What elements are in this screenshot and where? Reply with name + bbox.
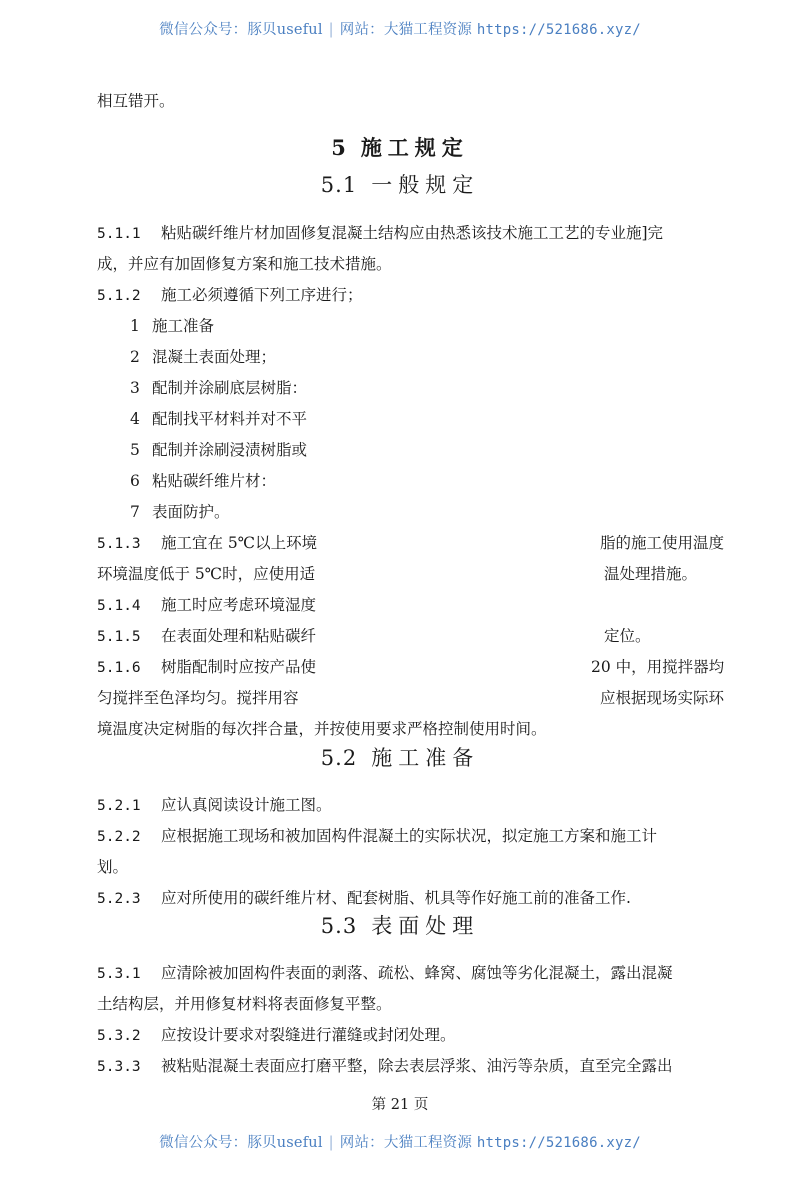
- watermark-url[interactable]: https://521686.xyz/: [476, 22, 641, 38]
- clause-text: 应认真阅读设计施工图。: [161, 796, 332, 814]
- clause-5-2-3: [97, 888, 631, 909]
- clause-5-1-5: [97, 626, 316, 647]
- clause-5-1-3: [97, 533, 317, 554]
- clause-text: 施工时应考虑环境湿度: [161, 596, 317, 614]
- clause-5-2-2: [97, 826, 657, 847]
- watermark-site: 网站：大猫工程资源: [339, 22, 473, 38]
- section-heading-5-2: [0, 745, 800, 771]
- clause-5-1-6-cont-right: 应根据现场实际环: [600, 689, 725, 707]
- clause-number: 5.1.6: [97, 660, 141, 676]
- step-number: 1: [130, 317, 140, 335]
- step-item: [130, 409, 307, 429]
- section-number: 5.3: [320, 914, 358, 938]
- clause-number: 5.1.5: [97, 629, 141, 645]
- watermark-bottom: [0, 1131, 800, 1152]
- step-item: [130, 502, 230, 522]
- watermark-wechat: 微信公众号：豚贝useful: [159, 1135, 323, 1151]
- clause-5-1-3-cont: 环境温度低于 5℃时，应使用适: [97, 565, 316, 583]
- clause-5-3-1: [97, 963, 673, 984]
- step-number: 3: [130, 379, 140, 397]
- step-number: 7: [130, 503, 140, 521]
- clause-5-1-1-cont: 成，并应有加固修复方案和施工技术措施。: [97, 255, 392, 273]
- section-title: 施工准备: [371, 746, 480, 770]
- clause-text: 在表面处理和粘贴碳纤: [161, 627, 317, 645]
- section-title: 表面处理: [371, 914, 480, 938]
- chapter-number: 5: [331, 135, 347, 160]
- chapter-heading: [0, 135, 800, 161]
- step-text: 配制并涂刷底层树脂：: [152, 379, 308, 397]
- section-heading-5-3: [0, 913, 800, 939]
- clause-text: 施工必须遵循下列工序进行；: [161, 286, 363, 304]
- clause-number: 5.1.2: [97, 288, 141, 304]
- watermark-url[interactable]: https://521686.xyz/: [476, 1135, 641, 1151]
- step-text: 混凝土表面处理；: [152, 348, 277, 366]
- step-number: 4: [130, 410, 140, 428]
- step-item: [130, 316, 214, 336]
- section-number: 5.1: [320, 173, 358, 197]
- clause-number: 5.2.1: [97, 798, 141, 814]
- watermark-separator: |: [328, 1135, 334, 1151]
- clause-text: 应根据施工现场和被加固构件混凝土的实际状况，拟定施工方案和施工计: [161, 827, 658, 845]
- clause-text: 施工宜在 5℃以上环境: [161, 534, 318, 552]
- clause-number: 5.3.3: [97, 1059, 141, 1075]
- watermark-wechat: 微信公众号：豚贝useful: [159, 22, 323, 38]
- clause-5-1-2: [97, 285, 363, 306]
- step-text: 粘贴碳纤维片材：: [152, 472, 277, 490]
- step-number: 2: [130, 348, 140, 366]
- step-item: [130, 440, 307, 460]
- clause-text: 被粘贴混凝土表面应打磨平整，除去表层浮浆、油污等杂质，直至完全露出: [161, 1057, 673, 1075]
- page-number: 第 21 页: [371, 1097, 429, 1113]
- clause-5-1-3-cont-right: 温处理措施。: [604, 565, 698, 583]
- clause-text: 应清除被加固构件表面的剥落、疏松、蜂窝、腐蚀等劣化混凝土，露出混凝: [161, 964, 673, 982]
- watermark-top: [0, 18, 800, 39]
- section-heading-5-1: [0, 172, 800, 198]
- clause-5-1-1: [97, 223, 663, 244]
- clause-5-1-4: [97, 595, 316, 616]
- clause-5-1-3-right: 脂的施工使用温度: [600, 534, 725, 552]
- step-text: 配制找平材料并对不平: [152, 410, 308, 428]
- carryover-text: 相互错开。: [97, 92, 175, 110]
- step-item: [130, 378, 307, 398]
- clause-5-3-3: [97, 1056, 673, 1077]
- clause-5-1-6-right: 20 中，用搅拌器均: [591, 658, 725, 676]
- step-text: 施工准备: [152, 317, 215, 335]
- section-number: 5.2: [320, 746, 358, 770]
- step-text: 表面防护。: [152, 503, 230, 521]
- clause-text: 应按设计要求对裂缝进行灌缝或封闭处理。: [161, 1026, 456, 1044]
- clause-number: 5.1.3: [97, 536, 141, 552]
- clause-number: 5.1.4: [97, 598, 141, 614]
- step-item: [130, 471, 276, 491]
- clause-number: 5.1.1: [97, 226, 141, 242]
- watermark-site: 网站：大猫工程资源: [339, 1135, 473, 1151]
- clause-number: 5.3.2: [97, 1028, 141, 1044]
- clause-5-3-1-cont: 土结构层，并用修复材料将表面修复平整。: [97, 995, 392, 1013]
- clause-5-2-2-cont: 划。: [97, 858, 129, 876]
- watermark-separator: |: [328, 22, 334, 38]
- clause-5-1-6-cont2: 境温度决定树脂的每次拌合量，并按使用要求严格控制使用时间。: [97, 720, 547, 738]
- clause-text: 树脂配制时应按产品使: [161, 658, 317, 676]
- clause-5-1-5-right: 定位。: [604, 627, 651, 645]
- clause-5-2-1: [97, 795, 332, 816]
- step-number: 5: [130, 441, 140, 459]
- section-title: 一般规定: [371, 173, 480, 197]
- step-number: 6: [130, 472, 140, 490]
- clause-5-1-6-cont: 匀搅拌至色泽均匀。搅拌用容: [97, 689, 299, 707]
- clause-5-3-2: [97, 1025, 456, 1046]
- clause-text: 粘贴碳纤维片材加固修复混凝土结构应由热悉该技术施工工艺的专业施]完: [161, 224, 664, 242]
- step-text: 配制并涂刷浸渍树脂或: [152, 441, 308, 459]
- clause-number: 5.2.3: [97, 891, 141, 907]
- clause-number: 5.3.1: [97, 966, 141, 982]
- clause-text: 应对所使用的碳纤维片材、配套树脂、机具等作好施工前的准备工作.: [161, 889, 631, 907]
- clause-number: 5.2.2: [97, 829, 141, 845]
- step-item: [130, 347, 276, 367]
- chapter-title: 施工规定: [360, 135, 469, 160]
- clause-5-1-6: [97, 657, 316, 678]
